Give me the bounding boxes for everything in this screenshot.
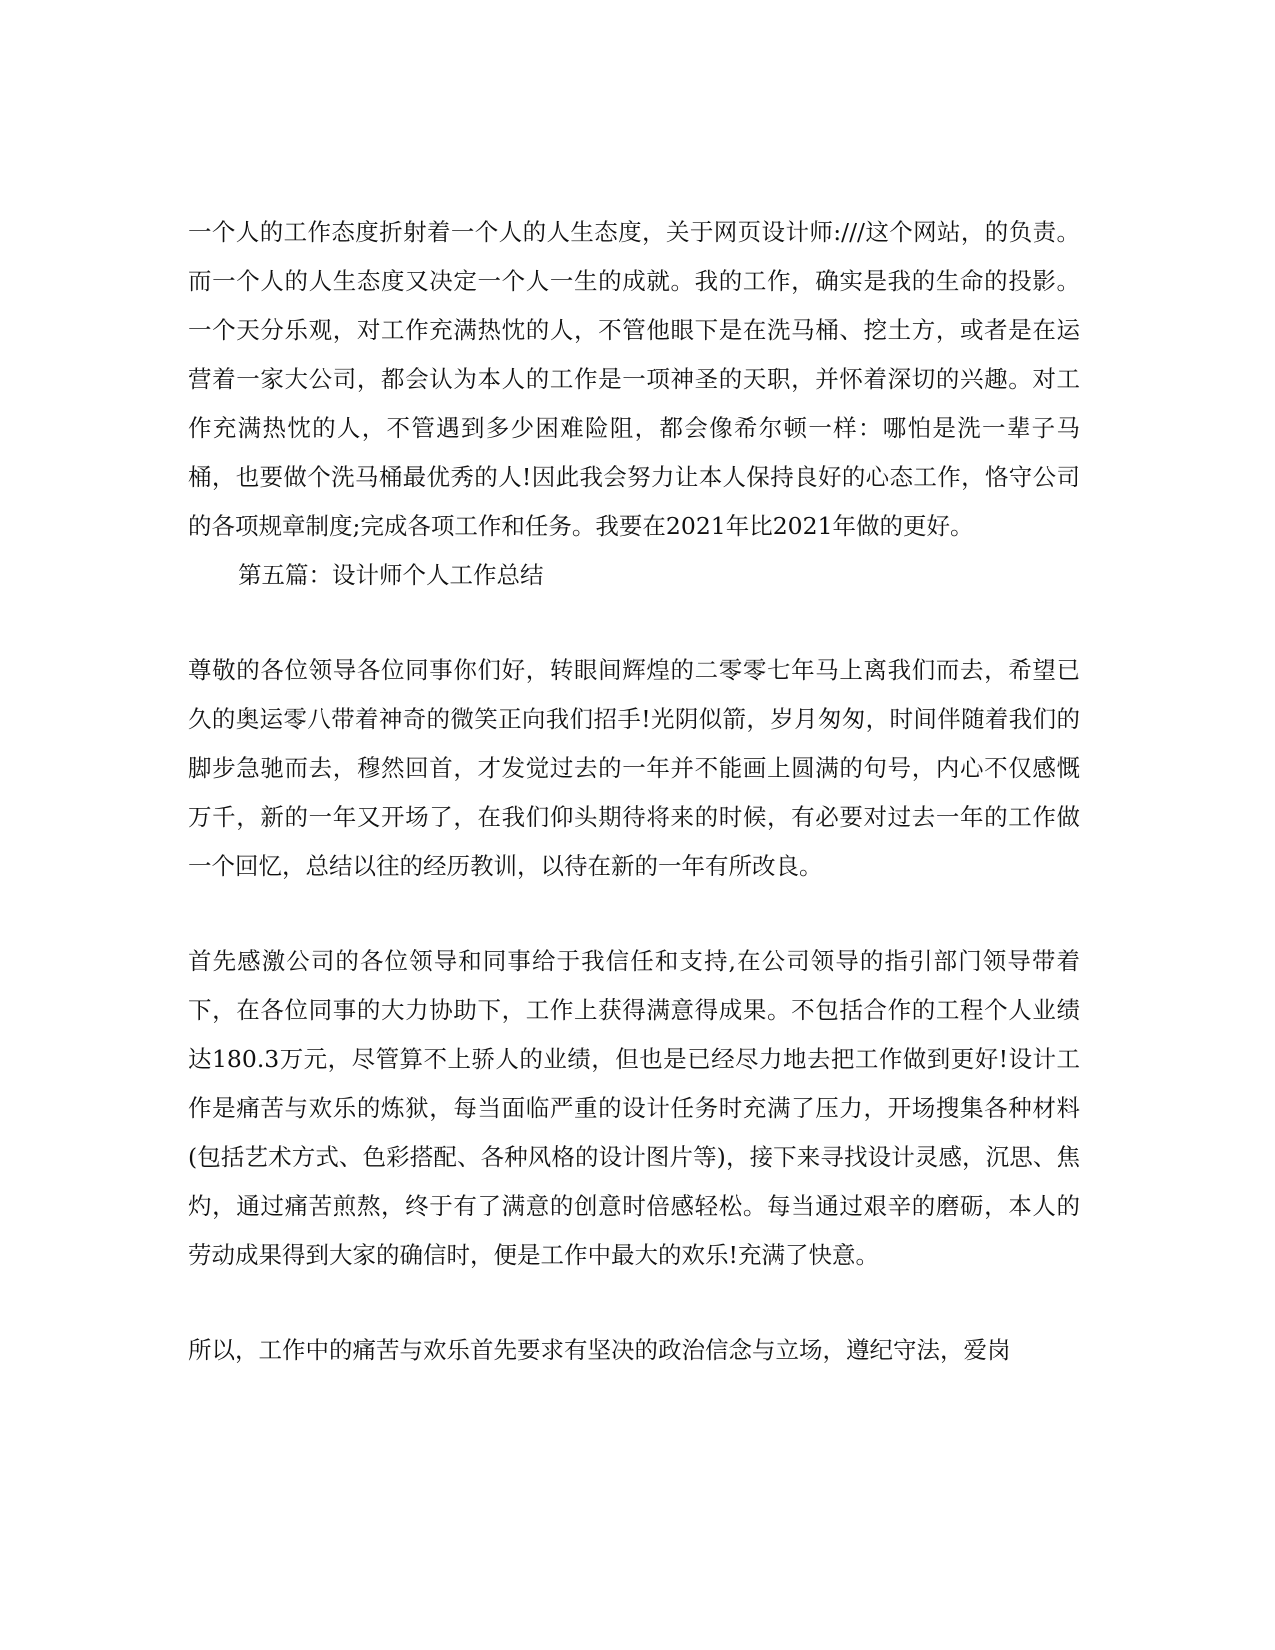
section-heading: 第五篇：设计师个人工作总结 bbox=[238, 561, 544, 589]
paragraph-thanks: 首先感激公司的各位领导和同事给于我信任和支持,在公司领导的指引部门领导带着下，在各位同事的大力协助下，工作上获得满意得成果。不包括合作的工程个人业绩达180.3万元，尽管算不上骄人的业绩，但也是已经尽力地去把工作做到更好!设计工作是痛苦与欢乐的炼狱，每当面临严重的设计任务时充满了压力，开场搜集各种材料(包括艺术方式、色彩搭配、各种风格的设计图片等)，接下来寻找设计灵感，沉思、焦灼，通过痛苦煎熬，终于有了满意的创意时倍感轻松。每当通过艰辛的磨砺，本人的劳动成果得到大家的确信时，便是工作中最大的欢乐!充满了快意。 bbox=[188, 947, 1080, 1269]
paragraph-conclusion: 所以，工作中的痛苦与欢乐首先要求有坚决的政治信念与立场，遵纪守法，爱岗 bbox=[188, 1336, 1011, 1364]
paragraph-work-attitude: 一个人的工作态度折射着一个人的人生态度，关于网页设计师:///这个网站，的负责。而一个人的人生态度又决定一个人一生的成就。我的工作，确实是我的生命的投影。一个天分乐观，对工作充满热忱的人，不管他眼下是在洗马桶、挖土方，或者是在运营着一家大公司，都会认为本人的工作是一项神圣的天职，并怀着深切的兴趣。对工作充满热忱的人，不管遇到多少困难险阻，都会像希尔顿一样：哪怕是洗一辈子马桶，也要做个洗马桶最优秀的人!因此我会努力让本人保持良好的心态工作，恪守公司的各项规章制度;完成各项工作和任务。我要在2021年比2021年做的更好。 bbox=[188, 218, 1080, 540]
document-body bbox=[188, 208, 1080, 1375]
paragraph-greeting: 尊敬的各位领导各位同事你们好，转眼间辉煌的二零零七年马上离我们而去，希望已久的奥运零八带着神奇的微笑正向我们招手!光阴似箭，岁月匆匆，时间伴随着我们的脚步急驰而去，穆然回首，才发觉过去的一年并不能画上圆满的句号，内心不仅感慨万千，新的一年又开场了，在我们仰头期待将来的时候，有必要对过去一年的工作做一个回忆，总结以往的经历教训，以待在新的一年有所改良。 bbox=[188, 656, 1080, 880]
paragraph-spacer bbox=[188, 600, 1080, 646]
paragraph-spacer bbox=[188, 1280, 1080, 1326]
paragraph-spacer bbox=[188, 891, 1080, 937]
